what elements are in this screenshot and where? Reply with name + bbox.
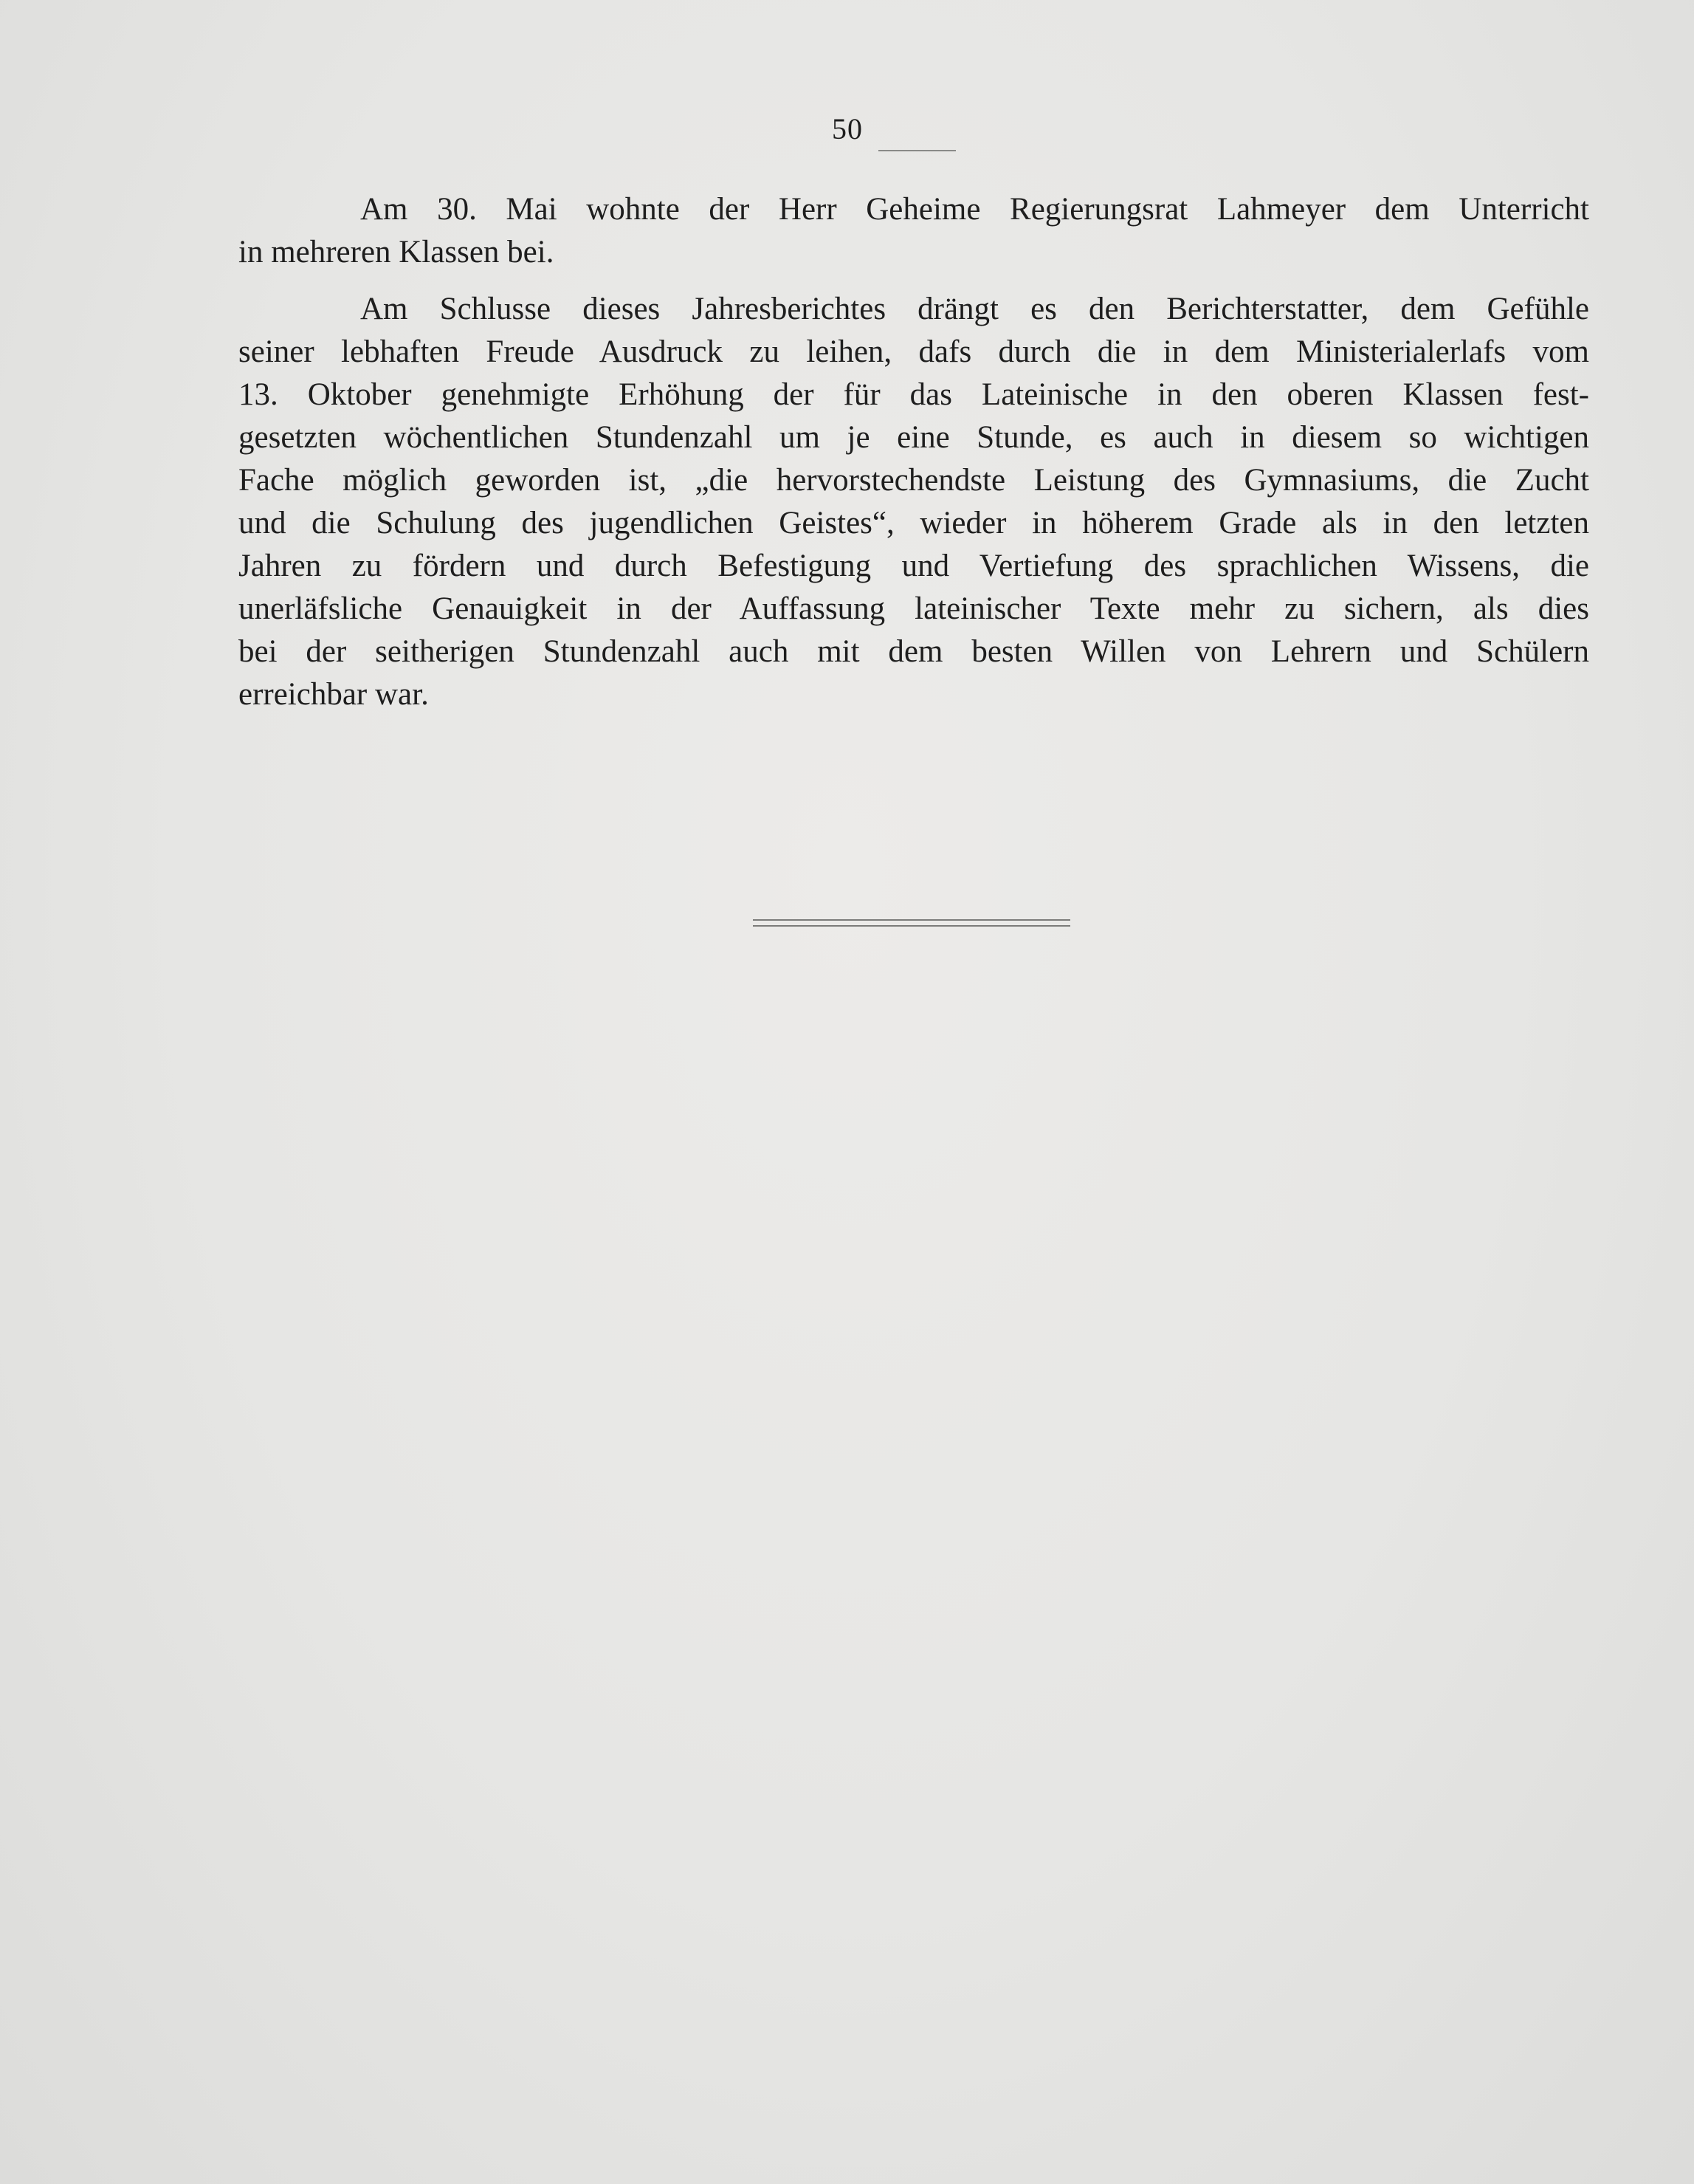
paragraph-line: und die Schulung des jugendlichen Geistes“, wieder in höherem Grade als in den letzten (238, 506, 1589, 540)
paragraph-line: Fache möglich geworden ist, „die hervorstechendste Leistung des Gymnasiums, die Zucht (238, 463, 1589, 498)
paragraph-line: Jahren zu fördern und durch Befestigung und Vertiefung des sprachlichen Wissens, die (238, 549, 1589, 583)
body-text (238, 188, 1589, 716)
paragraph-line: erreichbar war. (238, 677, 429, 712)
paragraph-line: gesetzten wöchentlichen Stundenzahl um je eine Stunde, es auch in diesem so wichtigen (238, 420, 1589, 455)
paragraph-line: bei der seitherigen Stundenzahl auch mit dem besten Willen von Lehrern und Schülern (238, 634, 1589, 669)
section-end-double-rule (753, 919, 1070, 927)
paragraph-line: Am Schlusse dieses Jahresberichtes drängt es den Berichterstatter, dem Gefühle (360, 292, 1589, 326)
paragraph-line: 13. Oktober genehmigte Erhöhung der für das Lateinische in den oberen Klassen fest- (238, 377, 1589, 412)
paragraph-line: unerläfsliche Genauigkeit in der Auffassung lateinischer Texte mehr zu sichern, als dies (238, 591, 1589, 626)
paragraph-line: seiner lebhaften Freude Ausdruck zu leihen, dafs durch die in dem Ministerialerlafs vom (238, 334, 1589, 369)
paragraph-visit (238, 188, 1589, 274)
page-number-underline (878, 150, 956, 151)
page-number: 50 (832, 112, 863, 145)
paragraph-line: in mehreren Klassen bei. (238, 235, 554, 269)
paragraph-line: Am 30. Mai wohnte der Herr Geheime Regierungsrat Lahmeyer dem Unterricht (360, 192, 1589, 227)
paragraph-conclusion (238, 288, 1589, 716)
paragraph-gap (238, 274, 1589, 288)
